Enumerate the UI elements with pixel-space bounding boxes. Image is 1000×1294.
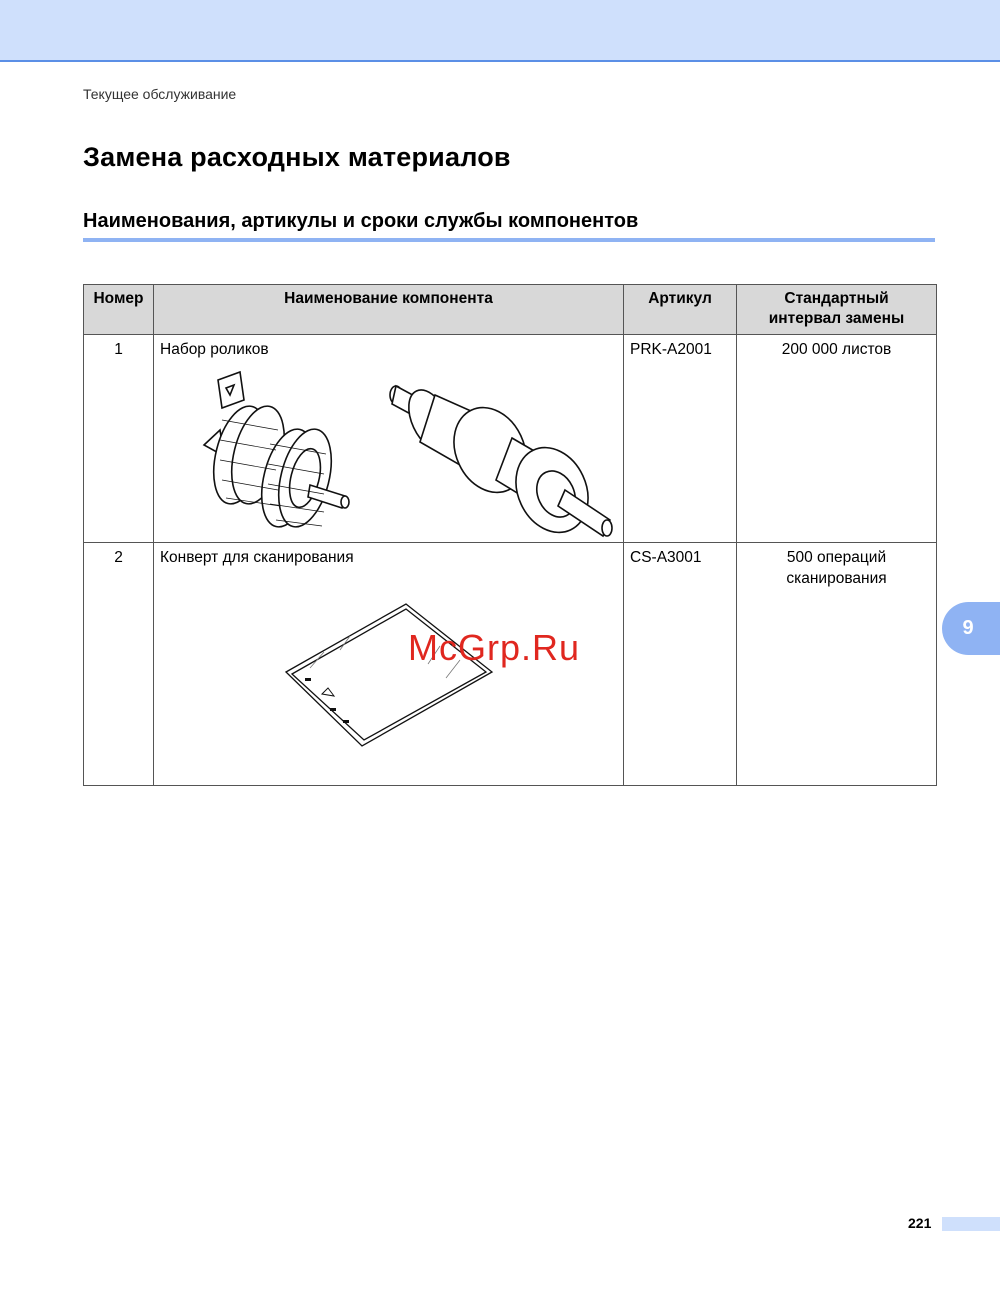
row-interval-line1: 500 операций	[786, 549, 887, 566]
header-number: Номер	[84, 285, 154, 335]
row-part: PRK-A2001	[624, 335, 737, 543]
table-header-row	[84, 285, 937, 335]
parts-table	[83, 284, 937, 786]
header-interval-line1: Стандартный	[784, 290, 889, 307]
section-divider	[83, 238, 935, 242]
breadcrumb: Текущее обслуживание	[83, 86, 237, 102]
page-number: 221	[908, 1215, 932, 1231]
row-name: Конверт для сканирования	[160, 549, 354, 566]
footer-bar	[942, 1217, 1000, 1231]
row-number: 2	[84, 543, 154, 786]
page-title: Замена расходных материалов	[83, 142, 511, 172]
header-interval-line2: интервал замены	[768, 310, 905, 327]
chapter-tab: 9	[942, 602, 1000, 655]
row-name: Набор роликов	[160, 341, 269, 358]
row-interval-line2: сканирования	[786, 570, 887, 587]
section-title: Наименования, артикулы и сроки службы компонентов	[83, 210, 639, 232]
roller-kit-illustration	[160, 360, 618, 540]
carrier-sheet-illustration	[160, 568, 618, 783]
header-interval	[737, 285, 937, 335]
row-number: 1	[84, 335, 154, 543]
row-interval	[737, 335, 937, 543]
table-row	[84, 335, 937, 543]
header-band	[0, 0, 1000, 62]
header-name: Наименование компонента	[154, 285, 624, 335]
row-part: CS-A3001	[624, 543, 737, 786]
row-interval-line1: 200 000 листов	[781, 341, 892, 358]
row-interval	[737, 543, 937, 786]
header-part: Артикул	[624, 285, 737, 335]
row-name-cell	[154, 335, 624, 543]
watermark: McGrp.Ru	[408, 627, 581, 668]
